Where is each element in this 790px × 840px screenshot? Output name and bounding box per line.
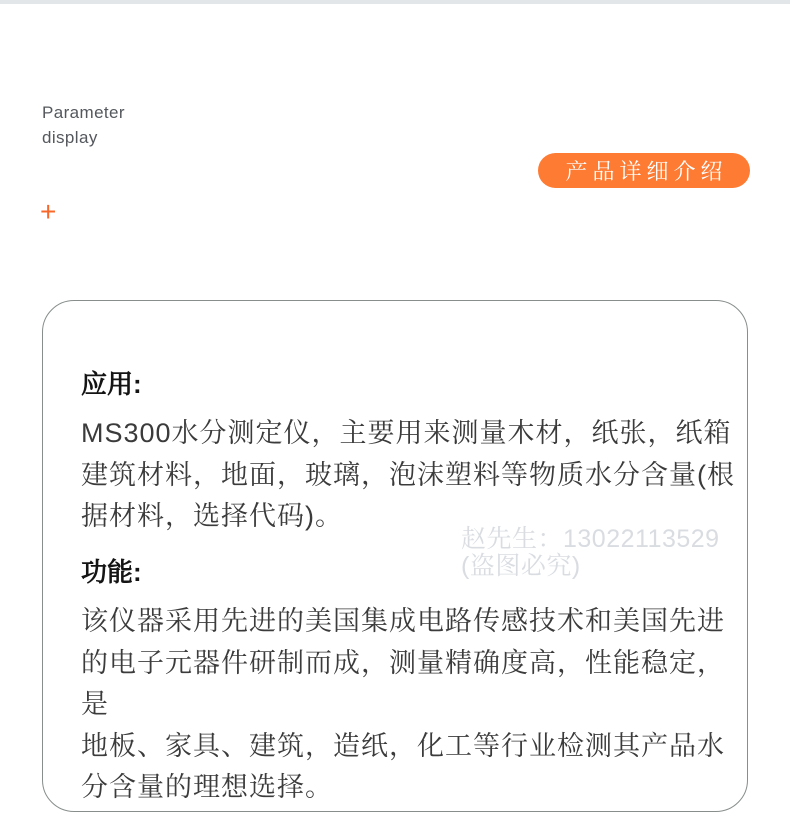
description-panel (42, 300, 748, 812)
paragraph-line: 地板、家具、建筑，造纸，化工等行业检测其产品水 (81, 730, 725, 761)
paragraph-line: MS300水分测定仪，主要用来测量木材，纸张，纸箱 (81, 418, 732, 448)
paragraph-line: 建筑材料，地面，玻璃，泡沫塑料等物质水分含量(根 (81, 459, 735, 490)
paragraph-line: 据材料，选择代码)。 (81, 501, 343, 531)
paragraph-line: 该仪器采用先进的美国集成电路传感技术和美国先进 (81, 606, 725, 636)
function-paragraph (81, 601, 741, 809)
section-heading-function: 功能: (81, 557, 142, 587)
watermark-notice: (盗图必究) (461, 551, 581, 580)
top-divider-strip (0, 0, 790, 4)
watermark-phone: 赵先生：13022113529 (461, 525, 720, 553)
plus-icon: + (40, 196, 57, 227)
paragraph-line: 的电子元器件研制而成，测量精确度高，性能稳定，是 (81, 647, 725, 719)
product-intro-badge[interactable]: 产品详细介绍 (538, 153, 750, 188)
caption-line-2: display (42, 128, 98, 147)
parameter-display-caption (42, 100, 125, 150)
paragraph-line: 分含量的理想选择。 (81, 772, 333, 802)
caption-line-1: Parameter (42, 103, 125, 122)
application-paragraph (81, 413, 741, 538)
section-heading-application: 应用: (81, 369, 142, 399)
